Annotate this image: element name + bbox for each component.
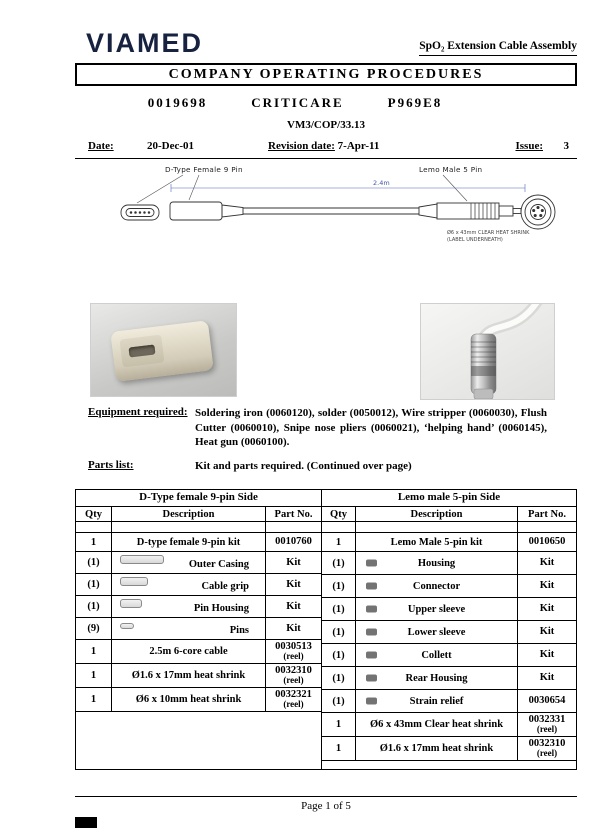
part-no: 0032321 [275,689,312,701]
title-box [75,63,577,86]
part-reel: (reel) [536,724,558,735]
part-no: 0032310 [275,665,312,677]
drawing-note-line2: (LABEL UNDERNEATH) [447,237,503,243]
cable-side-view [170,202,521,220]
description-header: Description [356,507,518,521]
part-sketch-icon [366,652,377,659]
desc-cell [356,598,518,620]
desc-cell [112,574,266,595]
part-cell [518,575,576,597]
qty-cell: 1 [322,713,356,736]
table-row [76,664,321,688]
table-row [322,621,576,644]
table-row [76,574,321,596]
desc-cell: Lemo Male 5-pin kit [356,533,518,551]
empty-cell [76,522,112,532]
table-row [76,640,321,664]
desc-cell: 2.5m 6-core cable [112,640,266,663]
cable-technical-drawing [75,162,577,259]
qty-cell: 1 [76,533,112,551]
description-header: Description [112,507,266,521]
desc-cell [112,618,266,639]
spacer-row [76,522,321,533]
qty-cell: (1) [322,621,356,643]
partno-header: Part No. [274,508,313,520]
left-table-title: D-Type female 9-pin Side [76,490,321,507]
part-no: Kit [539,672,555,684]
part-no: 0030513 [275,641,312,653]
desc-cell: Ø1.6 x 17mm heat shrink [356,737,518,760]
qty-cell: (1) [322,644,356,666]
desc-label: Connector [412,580,461,592]
part-cell [266,618,321,639]
parts-table [75,489,577,770]
lemo-connector-body [471,334,496,394]
desc-cell: Ø6 x 43mm Clear heat shrink [356,713,518,736]
part-no: Kit [286,600,301,612]
date-label: Date: [88,140,114,152]
table-filler [322,761,576,769]
part-cell [518,552,576,574]
part-cell [266,596,321,617]
desc-label: Lower sleeve [407,626,466,638]
part-no: 0032310 [528,738,566,750]
lemo-connector-band [471,366,496,376]
parts-list-label: Parts list: [88,459,134,471]
page-title: COMPANY OPERATING PROCEDURES [168,67,484,82]
part-cell [266,552,321,573]
part-sketch-icon [366,675,377,682]
part-no: 0010760 [275,536,312,548]
table-row [322,598,576,621]
parts-list-text: Kit and parts required. (Continued over page) [195,460,412,472]
qty-cell: (1) [322,690,356,712]
spacer-row [322,522,576,533]
qty-cell: 1 [322,533,356,551]
part-no: 0032331 [528,714,566,726]
part-cell [266,574,321,595]
desc-cell: D-type female 9-pin kit [112,533,266,551]
ref-make: CRITICARE [251,95,344,110]
qty-cell: 1 [76,688,112,711]
part-cell [518,737,576,760]
qty-cell: 1 [76,664,112,687]
part-no: 0030654 [528,695,566,707]
qty-header: Qty [322,507,356,521]
part-cell [266,664,321,687]
table-filler [76,712,321,769]
table-row [76,618,321,640]
parts-table-lemo-side [322,490,576,769]
qty-cell: (1) [322,575,356,597]
white-cable-highlight [483,304,541,338]
date-row [75,139,577,159]
qty-cell: (9) [76,618,112,639]
part-sketch-icon [366,560,377,567]
table-row [322,690,576,713]
desc-cell: Ø6 x 10mm heat shrink [112,688,266,711]
lemo-connector-tip [474,389,493,399]
qty-header: Qty [76,507,112,521]
desc-label: Upper sleeve [407,603,466,615]
ref-model: P969E8 [387,95,443,110]
part-no: Kit [539,649,555,661]
drawing-note-line1: Ø6 x 43mm CLEAR HEAT SHRINK [447,230,530,236]
part-cell [518,690,576,712]
scan-corner-mark [75,817,97,828]
desc-label: Rear Housing [405,672,468,684]
photo-dtype-connector [90,303,237,397]
leader-lines [137,175,467,203]
right-table-title: Lemo male 5-pin Side [322,490,576,507]
table-row [322,575,576,598]
assembly-title: SpO₂ Extension Cable Assembly [419,40,577,56]
part-cell [266,640,321,663]
empty-cell [518,522,576,532]
issue-label: Issue: [515,140,543,152]
column-header-row [322,507,576,522]
part-cell [518,713,576,736]
part-reel: (reel) [536,748,558,759]
drawing-label-lemo: Lemo Male 5 Pin [419,165,483,174]
table-row [322,667,576,690]
qty-cell: 1 [76,640,112,663]
table-row [76,596,321,618]
part-sketch-icon [120,555,164,564]
part-no: Kit [539,626,555,638]
drawing-label-dtype: D-Type Female 9 Pin [165,165,243,174]
dimension-text: 2.4m [373,179,390,187]
dsub-face-view [121,205,159,220]
desc-label: Strain relief [409,695,464,707]
qty-cell: (1) [322,598,356,620]
page-number: Page 1 of 5 [301,800,351,812]
reference-row [75,95,515,111]
desc-label: Pins [229,625,249,636]
desc-cell [356,552,518,574]
part-sketch-icon [120,623,134,629]
revision-label: Revision date: [268,140,335,152]
desc-cell [112,596,266,617]
ref-number: 0019698 [147,95,208,110]
empty-cell [266,522,321,532]
part-sketch-icon [366,606,377,613]
lemo-photo-art [421,304,554,399]
part-cell [266,533,321,551]
part-cell [518,644,576,666]
table-row [322,552,576,575]
qty-cell: 1 [322,737,356,760]
part-no: Kit [539,557,555,569]
desc-cell: Ø1.6 x 17mm heat shrink [112,664,266,687]
part-reel: (reel) [283,651,304,662]
part-no: Kit [286,578,301,590]
empty-cell [322,522,356,532]
date-value: 20-Dec-01 [147,140,195,152]
part-no: Kit [286,556,301,568]
desc-cell [356,575,518,597]
part-no: 0010650 [528,536,566,548]
desc-cell [356,644,518,666]
qty-cell: (1) [322,667,356,689]
qty-cell: (1) [76,596,112,617]
empty-cell [356,522,518,532]
viamed-logo: VIAMED [86,28,204,58]
qty-cell: (1) [76,552,112,573]
doc-code: VM3/COP/33.13 [287,119,365,131]
partno-header: Part No. [528,508,566,520]
table-row [76,533,321,552]
part-no: Kit [539,603,555,615]
revision-group [268,140,379,152]
parts-list-section [88,459,550,474]
table-row [76,552,321,574]
part-sketch-icon [120,599,142,608]
qty-cell: (1) [322,552,356,574]
part-cell [518,598,576,620]
part-cell [518,667,576,689]
table-row [322,713,576,737]
part-sketch-icon [366,583,377,590]
lemo-end-view [521,195,555,229]
part-sketch-icon [366,698,377,705]
desc-cell [356,621,518,643]
table-row [76,688,321,712]
issue-value: 3 [563,140,569,152]
column-header-row [76,507,321,522]
part-reel: (reel) [283,675,304,686]
table-row [322,737,576,761]
footer-rule [75,796,577,797]
desc-cell [356,667,518,689]
equipment-text: Soldering iron (0060120), solder (0050012), Wire stripper (0060030), Flush Cutter (0060010), Snipe nose pliers (0060021), ‘helping hand’ (0060145), Heat gun (0060100). [195,407,547,449]
part-no: Kit [539,580,555,592]
equipment-required-section [88,406,550,450]
revision-value: 7-Apr-11 [337,140,380,152]
desc-cell [356,690,518,712]
desc-label: Pin Housing [193,603,249,614]
part-cell [518,533,576,551]
part-sketch-icon [120,577,148,586]
photo-lemo-connector [420,303,555,400]
part-sketch-icon [366,629,377,636]
empty-cell [112,522,266,532]
desc-label: Collett [421,649,452,661]
desc-label: Housing [417,557,456,569]
dimension-line [171,184,525,192]
part-reel: (reel) [283,699,304,710]
parts-table-dtype-side [76,490,322,769]
desc-cell [112,552,266,573]
part-no: Kit [286,622,301,634]
part-cell [518,621,576,643]
qty-cell: (1) [76,574,112,595]
part-cell [266,688,321,711]
equipment-label: Equipment required: [88,406,188,418]
desc-label: Outer Casing [188,559,249,570]
table-row [322,644,576,667]
table-row [322,533,576,552]
desc-label: Cable grip [201,581,249,592]
